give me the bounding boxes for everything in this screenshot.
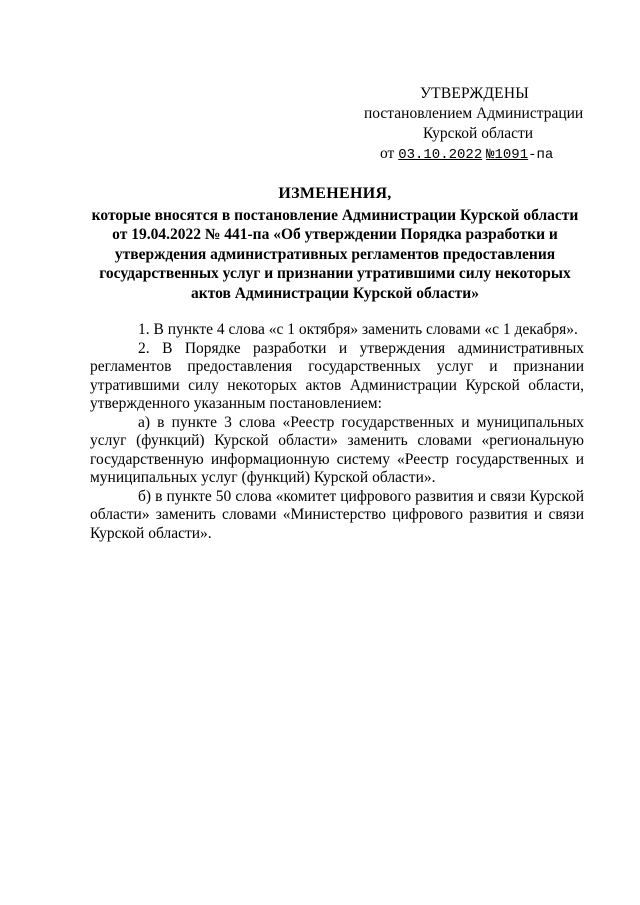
heading-subtitle: которые вносятся в постановление Администрации Курской области от 19.04.2022 № 441-па «Об утверждении Порядка разработки и утверждения административных регламентов предоставления государственных услуг и признании утратившими силу некоторых актов Администрации Курской области» — [91, 206, 579, 302]
approval-number: 1091 — [494, 147, 529, 163]
document-heading — [90, 184, 580, 303]
approval-title: УТВЕРЖДЕНЫ — [420, 85, 529, 102]
document-body — [90, 321, 584, 543]
approval-date-number — [360, 144, 590, 165]
number-prefix: № — [486, 147, 495, 163]
approval-issuer: постановлением Администрации — [364, 105, 584, 122]
heading-title: ИЗМЕНЕНИЯ, — [278, 185, 392, 202]
paragraph-2a: а) в пункте 3 слова «Реестр государственных и муниципальных услуг (функций) Курской области» заменить словами «региональную государственную информационную систему «Реестр государственных и муниципальных услуг (функций) Курской области». — [90, 413, 584, 486]
approval-date: 03.10.2022 — [398, 147, 483, 163]
paragraph-2: 2. В Порядке разработки и утверждения административных регламентов предоставления государственных услуг и признании утратившими силу некоторых актов Администрации Курской области, утвержденного указанным постановлением: — [90, 339, 584, 412]
approval-block — [360, 84, 590, 165]
paragraph-2b: б) в пункте 50 слова «комитет цифрового развития и связи Курской области» заменить словами «Министерство цифрового развития и связи Курской области». — [90, 487, 584, 542]
approval-region: Курской области — [423, 125, 534, 142]
date-prefix: от — [380, 145, 395, 162]
paragraph-1: 1. В пункте 4 слова «с 1 октября» заменить словами «с 1 декабря». — [138, 321, 578, 338]
number-suffix: -па — [528, 147, 554, 163]
